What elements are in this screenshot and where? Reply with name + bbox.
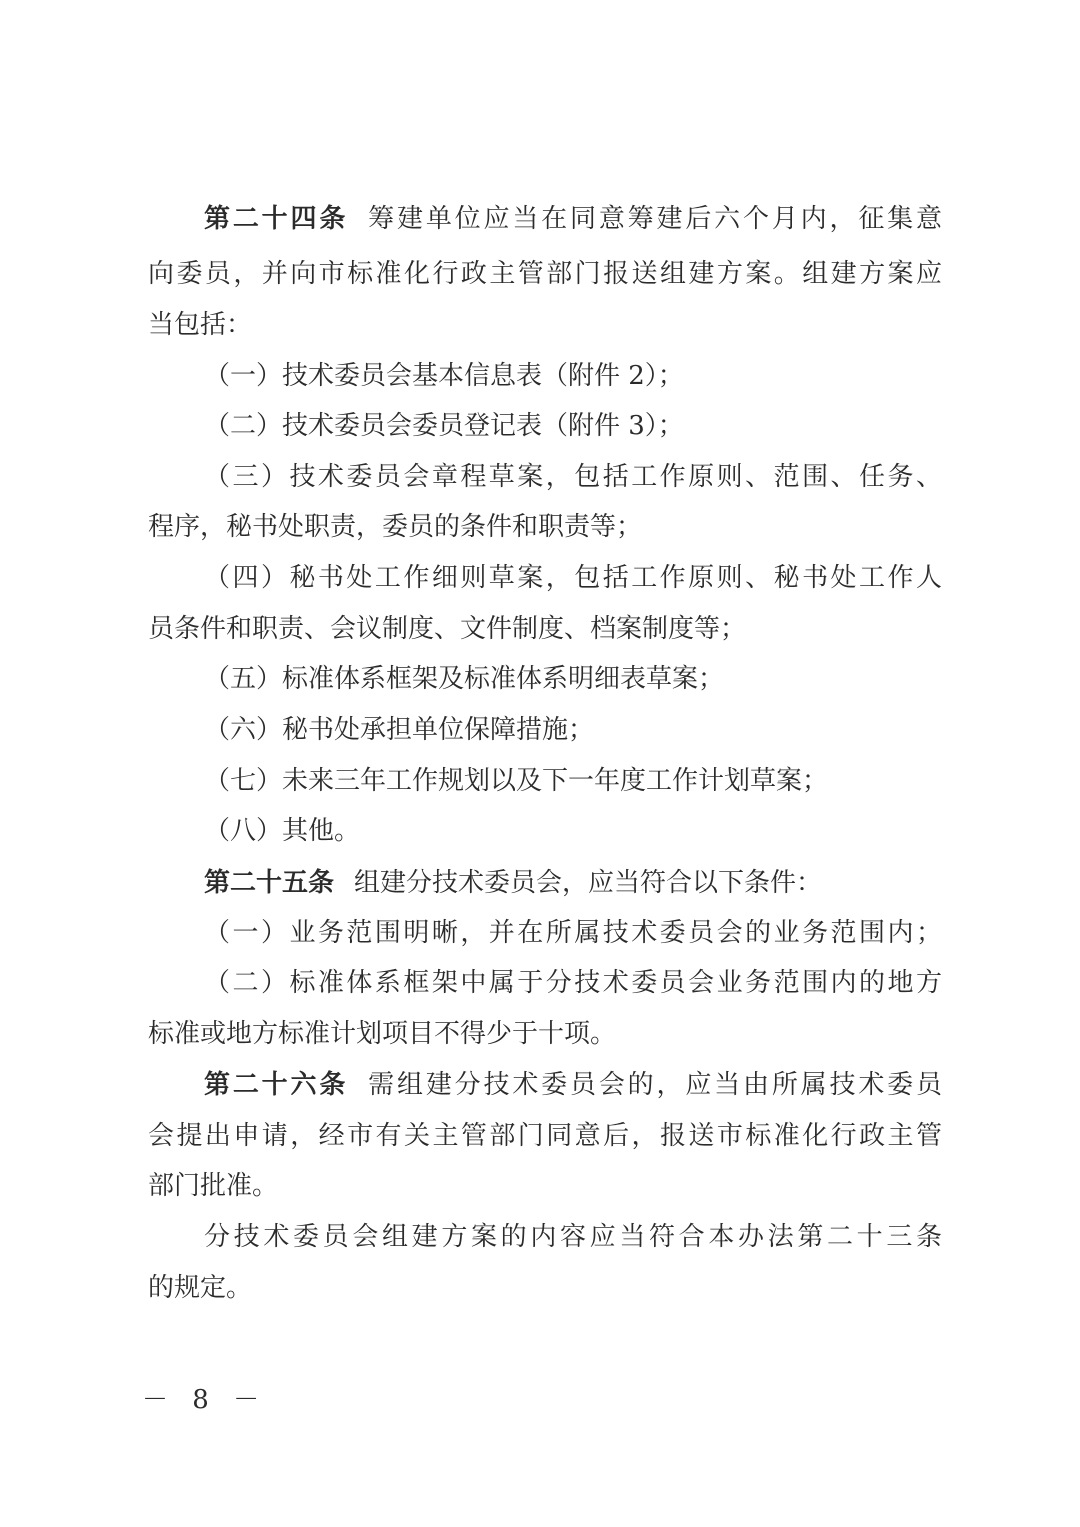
article-24-text-line-3: 当包括：: [148, 310, 253, 340]
article-24-heading: 第二十四条: [204, 204, 349, 234]
article-26-para-2-line-2: 的规定。: [148, 1273, 253, 1303]
article-24-item-3-line-2: 程序，秘书处职责，委员的条件和职责等；: [148, 512, 643, 542]
article-26-para-2-line-1: 分技术委员会组建方案的内容应当符合本办法第二十三条: [204, 1222, 942, 1252]
article-26-heading: 第二十六条: [204, 1070, 349, 1100]
article-25-first-line: [204, 857, 822, 909]
article-24-item-4-line-1: （四）秘书处工作细则草案，包括工作原则、秘书处工作人: [204, 563, 942, 593]
article-25-text-line-1: 组建分技术委员会，应当符合以下条件：: [354, 868, 823, 898]
article-25-heading: 第二十五条: [204, 868, 335, 898]
article-26-first-line: [204, 1059, 942, 1111]
article-26-text-line-3: 部门批准。: [148, 1171, 279, 1201]
article-25-item-1: （一）业务范围明晰，并在所属技术委员会的业务范围内；: [204, 918, 942, 948]
article-26-text-line-2: 会提出申请，经市有关主管部门同意后，报送市标准化行政主管: [148, 1121, 942, 1151]
article-24-item-1: （一）技术委员会基本信息表（附件 2）；: [204, 361, 684, 391]
article-24-item-2: （二）技术委员会委员登记表（附件 3）；: [204, 411, 684, 441]
article-24-item-6: （六）秘书处承担单位保障措施；: [204, 715, 595, 745]
article-25-item-2-line-1: （二）标准体系框架中属于分技术委员会业务范围内的地方: [204, 968, 942, 998]
article-24-item-7: （七）未来三年工作规划以及下一年度工作计划草案；: [204, 766, 829, 796]
article-24-item-3-line-1: （三）技术委员会章程草案，包括工作原则、范围、任务、: [204, 462, 942, 492]
page-number: － 8 －: [142, 1385, 268, 1415]
article-24-item-5: （五）标准体系框架及标准体系明细表草案；: [204, 664, 725, 694]
article-24-item-8: （八）其他。: [204, 816, 361, 846]
article-24-text-line-2: 向委员，并向市标准化行政主管部门报送组建方案。组建方案应: [148, 259, 942, 289]
article-26-text-line-1: 需组建分技术委员会的，应当由所属技术委员: [368, 1070, 942, 1100]
article-24-item-4-line-2: 员条件和职责、会议制度、文件制度、档案制度等；: [148, 614, 747, 644]
article-24-text-line-1: 筹建单位应当在同意筹建后六个月内，征集意: [368, 204, 942, 234]
article-24-first-line: [204, 193, 942, 245]
article-25-item-2-line-2: 标准或地方标准计划项目不得少于十项。: [148, 1019, 617, 1049]
